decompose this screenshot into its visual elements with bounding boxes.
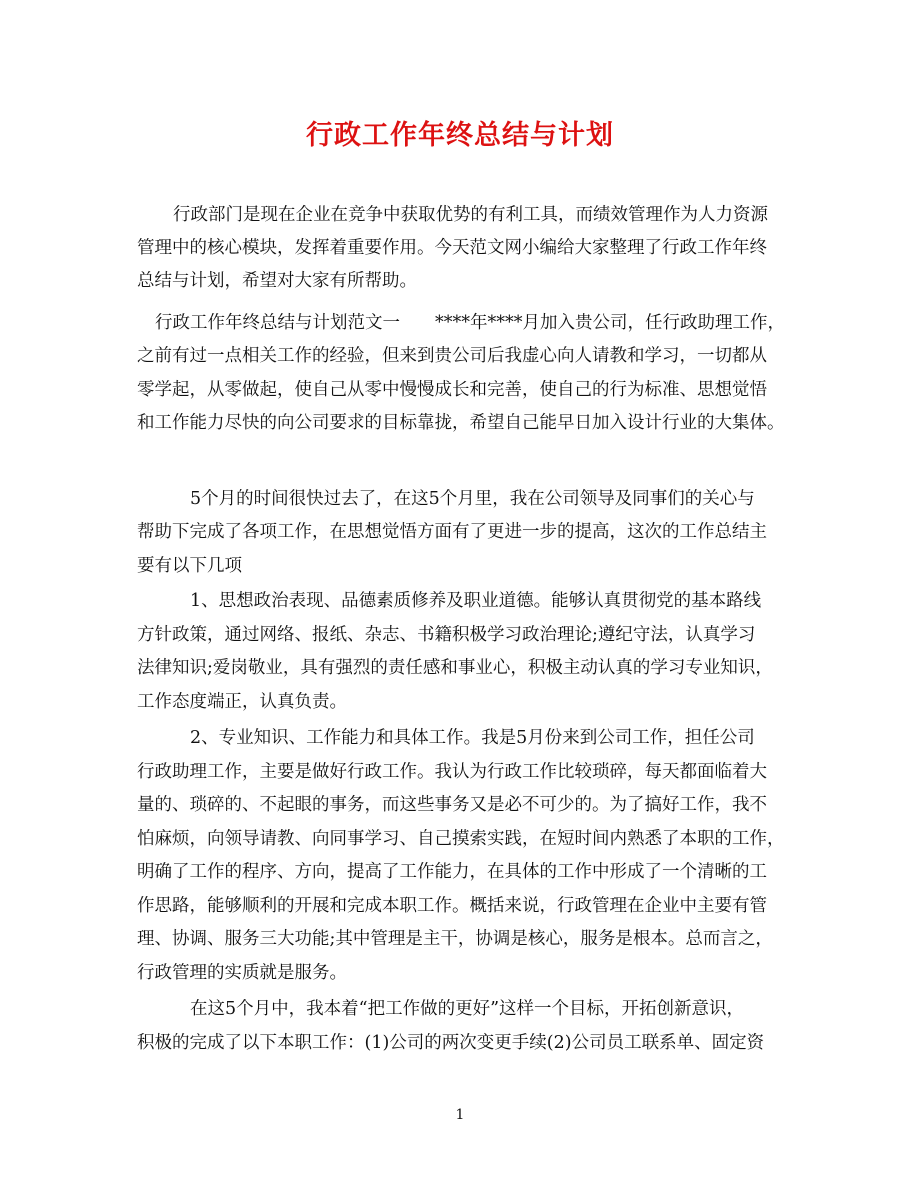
text-line: 零学起，从零做起，使自己从零中慢慢成长和完善，使自己的行为标准、思想觉悟 [137,380,767,400]
text-line: 作思路，能够顺利的开展和完成本职工作。概括来说，行政管理在企业中主要有管 [137,896,767,916]
text-line: 方针政策，通过网络、报纸、杂志、书籍积极学习政治理论;遵纪守法，认真学习 [137,625,756,645]
page-number: 1 [455,1107,465,1123]
text-line: 要有以下几项 [137,556,242,576]
text-line: 行政管理的实质就是服务。 [137,963,347,983]
text-line: 积极的完成了以下本职工作：(1)公司的两次变更手续(2)公司员工联系单、固定资 [137,1033,765,1053]
text-line: 行政工作年终总结与计划范文一 ****年****月加入贵公司，任行政助理工作， [155,313,785,333]
text-line: 行政助理工作，主要是做好行政工作。我认为行政工作比较琐碎，每天都面临着大 [137,762,767,782]
text-line: 2、专业知识、工作能力和具体工作。我是5月份来到公司工作，担任公司 [190,728,755,748]
text-line: 工作态度端正，认真负责。 [137,692,347,712]
text-line: 和工作能力尽快的向公司要求的目标靠拢，希望自己能早日加入设计行业的大集体。 [137,413,785,433]
text-line: 1、思想政治表现、品德素质修养及职业道德。能够认真贯彻党的基本路线 [190,591,762,611]
text-line: 明确了工作的程序、方向，提高了工作能力，在具体的工作中形成了一个清晰的工 [137,862,767,882]
text-line: 在这5个月中，我本着“把工作做的更好”这样一个目标，开拓创新意识， [190,999,745,1019]
text-line: 管理中的核心模块，发挥着重要作用。今天范文网小编给大家整理了行政工作年终 [137,238,767,258]
text-line: 理、协调、服务三大功能;其中管理是主干，协调是核心，服务是根本。总而言之， [137,929,773,949]
text-line: 帮助下完成了各项工作，在思想觉悟方面有了更进一步的提高，这次的工作总结主 [137,522,767,542]
text-line: 行政部门是现在企业在竞争中获取优势的有利工具，而绩效管理作为人力资源 [173,205,768,225]
text-line: 法律知识;爱岗敬业，具有强烈的责任感和事业心，积极主动认真的学习专业知识， [137,658,773,678]
text-line: 之前有过一点相关工作的经验，但来到贵公司后我虚心向人请教和学习，一切都从 [137,346,767,366]
text-line: 5个月的时间很快过去了，在这5个月里，我在公司领导及同事们的关心与 [190,489,755,509]
text-line: 量的、琐碎的、不起眼的事务，而这些事务又是必不可少的。为了搞好工作，我不 [137,795,767,815]
text-line: 总结与计划，希望对大家有所帮助。 [137,271,417,291]
text-line: 怕麻烦，向领导请教、向同事学习、自己摸索实践，在短时间内熟悉了本职的工作， [137,829,785,849]
document-title: 行政工作年终总结与计划 [306,120,614,151]
